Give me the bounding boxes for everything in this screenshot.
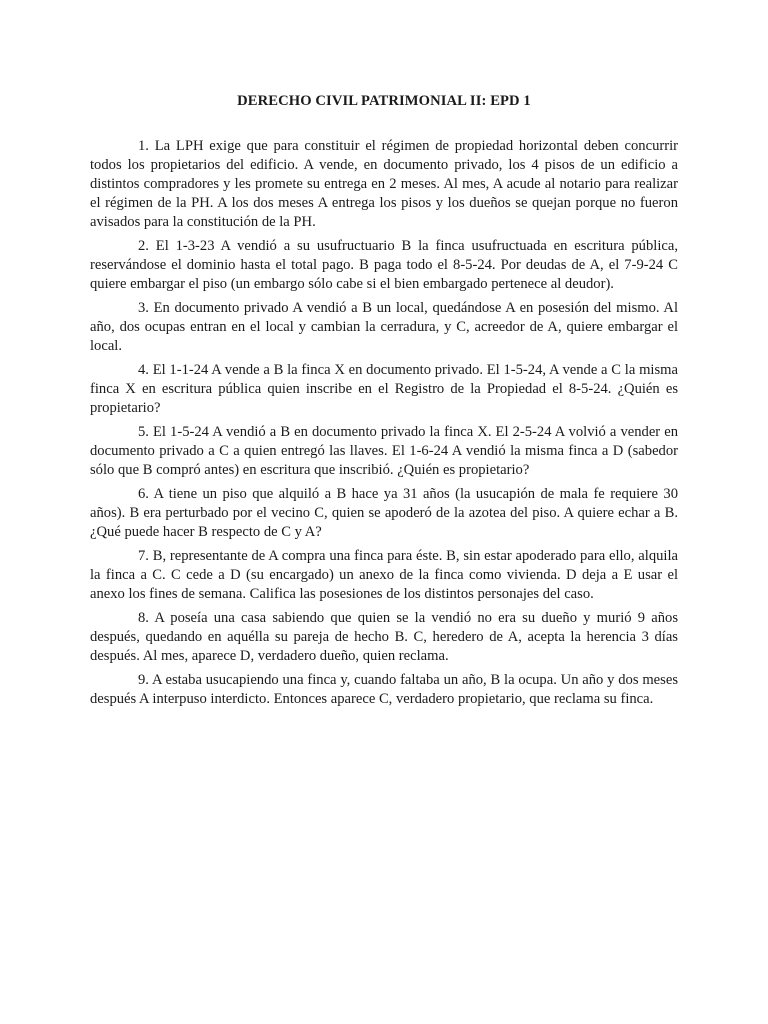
case-2: 2. El 1-3-23 A vendió a su usufructuario B la finca usufructuada en escritura pública, reservándose el dominio hasta el total pago. B paga todo el 8-5-24. Por deudas de A, el 7-9-24 C quiere embargar el piso (un embargo sólo cabe si el bien embargado pertenece al deudor). — [90, 238, 678, 292]
case-4: 4. El 1-1-24 A vende a B la finca X en documento privado. El 1-5-24, A vende a C la misma finca X en escritura pública quien inscribe en el Registro de la Propiedad el 8-5-24. ¿Quién es propietario? — [90, 362, 678, 416]
document-page — [90, 92, 678, 714]
case-7: 7. B, representante de A compra una finca para éste. B, sin estar apoderado para ello, alquila la finca a C. C cede a D (su encargado) un anexo de la finca como vivienda. D deja a E usar el anexo los fines de semana. Califica las posesiones de los distintos personajes del caso. — [90, 548, 678, 602]
case-8: 8. A poseía una casa sabiendo que quien se la vendió no era su dueño y murió 9 años después, quedando en aquélla su pareja de hecho B. C, heredero de A, acepta la herencia 3 días después. Al mes, aparece D, verdadero dueño, quien reclama. — [90, 610, 678, 664]
case-list — [90, 137, 678, 709]
case-9: 9. A estaba usucapiendo una finca y, cuando faltaba un año, B la ocupa. Un año y dos meses después A interpuso interdicto. Entonces aparece C, verdadero propietario, que reclama su finca. — [90, 672, 678, 707]
case-3: 3. En documento privado A vendió a B un local, quedándose A en posesión del mismo. Al año, dos ocupas entran en el local y cambian la cerradura, y C, acreedor de A, quiere embargar el local. — [90, 300, 678, 354]
case-5: 5. El 1-5-24 A vendió a B en documento privado la finca X. El 2-5-24 A volvió a vender en documento privado a C a quien entregó las llaves. El 1-6-24 A vendió la misma finca a D (sabedor sólo que B compró antes) en escritura que inscribió. ¿Quién es propietario? — [90, 424, 678, 478]
document-title: DERECHO CIVIL PATRIMONIAL II: EPD 1 — [237, 93, 531, 109]
case-1: 1. La LPH exige que para constituir el régimen de propiedad horizontal deben concurrir todos los propietarios del edificio. A vende, en documento privado, los 4 pisos de un edificio a distintos compradores y les promete su entrega en 2 meses. Al mes, A acude al notario para realizar el régimen de la PH. A los dos meses A entrega los pisos y los dueños se quejan porque no fueron avisados para la constitución de la PH. — [90, 138, 678, 230]
case-6: 6. A tiene un piso que alquiló a B hace ya 31 años (la usucapión de mala fe requiere 30 años). B era perturbado por el vecino C, quien se apoderó de la azotea del piso. A quiere echar a B. ¿Qué puede hacer B respecto de C y A? — [90, 486, 678, 540]
